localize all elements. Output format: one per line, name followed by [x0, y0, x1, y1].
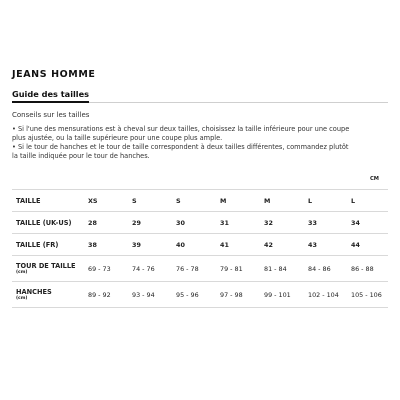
table-row-fr	[12, 234, 388, 256]
table-cell: 86 - 88	[348, 256, 388, 282]
unit-label: CM	[370, 176, 379, 182]
table-row-waist	[12, 256, 388, 282]
table-cell: 97 - 98	[217, 282, 261, 308]
table-cell: 32	[261, 212, 305, 234]
table-cell: 38	[85, 234, 129, 256]
row-label: HANCHES (cm)	[12, 282, 85, 308]
page-title: JEANS HOMME	[12, 69, 96, 80]
row-label: TAILLE	[12, 190, 85, 212]
table-cell: 39	[129, 234, 173, 256]
table-cell: L	[305, 190, 348, 212]
table-cell: 93 - 94	[129, 282, 173, 308]
advice-line-3: • Si le tour de hanches et le tour de taille correspondent à deux tailles différentes, commandez plutôt	[12, 143, 349, 151]
table-row-uk-us	[12, 212, 388, 234]
table-cell: 89 - 92	[85, 282, 129, 308]
size-table	[12, 189, 388, 308]
table-cell: 34	[348, 212, 388, 234]
table-cell: 31	[217, 212, 261, 234]
table-cell: 95 - 96	[173, 282, 217, 308]
table-cell: 40	[173, 234, 217, 256]
table-cell: 30	[173, 212, 217, 234]
advice-line-1: • Si l'une des mensurations est à cheval sur deux tailles, choisissez la taille inférieure pour une coupe	[12, 125, 350, 133]
table-cell: 76 - 78	[173, 256, 217, 282]
row-label: TAILLE (UK-US)	[12, 212, 85, 234]
row-unit: (cm)	[16, 269, 28, 275]
advice-heading: Conseils sur les tailles	[12, 111, 90, 119]
table-cell: 84 - 86	[305, 256, 348, 282]
row-label: TOUR DE TAILLE (cm)	[12, 256, 85, 282]
advice-line-4: la taille indiquée pour le tour de hanches.	[12, 152, 150, 160]
table-cell: 69 - 73	[85, 256, 129, 282]
table-cell: 79 - 81	[217, 256, 261, 282]
table-cell: 105 - 106	[348, 282, 388, 308]
row-label: TAILLE (FR)	[12, 234, 85, 256]
table-cell: M	[261, 190, 305, 212]
advice-line-2: plus ajustée, ou la taille supérieure pour une coupe plus ample.	[12, 134, 223, 142]
table-cell: 102 - 104	[305, 282, 348, 308]
row-unit: (cm)	[16, 295, 28, 301]
table-cell: 42	[261, 234, 305, 256]
tab-size-guide[interactable]: Guide des tailles	[12, 90, 89, 103]
table-cell: XS	[85, 190, 129, 212]
table-cell: 29	[129, 212, 173, 234]
table-cell: 44	[348, 234, 388, 256]
table-cell: 41	[217, 234, 261, 256]
table-cell: 81 - 84	[261, 256, 305, 282]
table-cell: 28	[85, 212, 129, 234]
table-cell: 33	[305, 212, 348, 234]
table-cell: M	[217, 190, 261, 212]
table-cell: 99 - 101	[261, 282, 305, 308]
table-cell: 43	[305, 234, 348, 256]
table-cell: S	[173, 190, 217, 212]
table-cell: 74 - 76	[129, 256, 173, 282]
tab-bar	[12, 90, 388, 103]
table-row-size	[12, 190, 388, 212]
table-cell: S	[129, 190, 173, 212]
table-row-hips	[12, 282, 388, 308]
table-cell: L	[348, 190, 388, 212]
